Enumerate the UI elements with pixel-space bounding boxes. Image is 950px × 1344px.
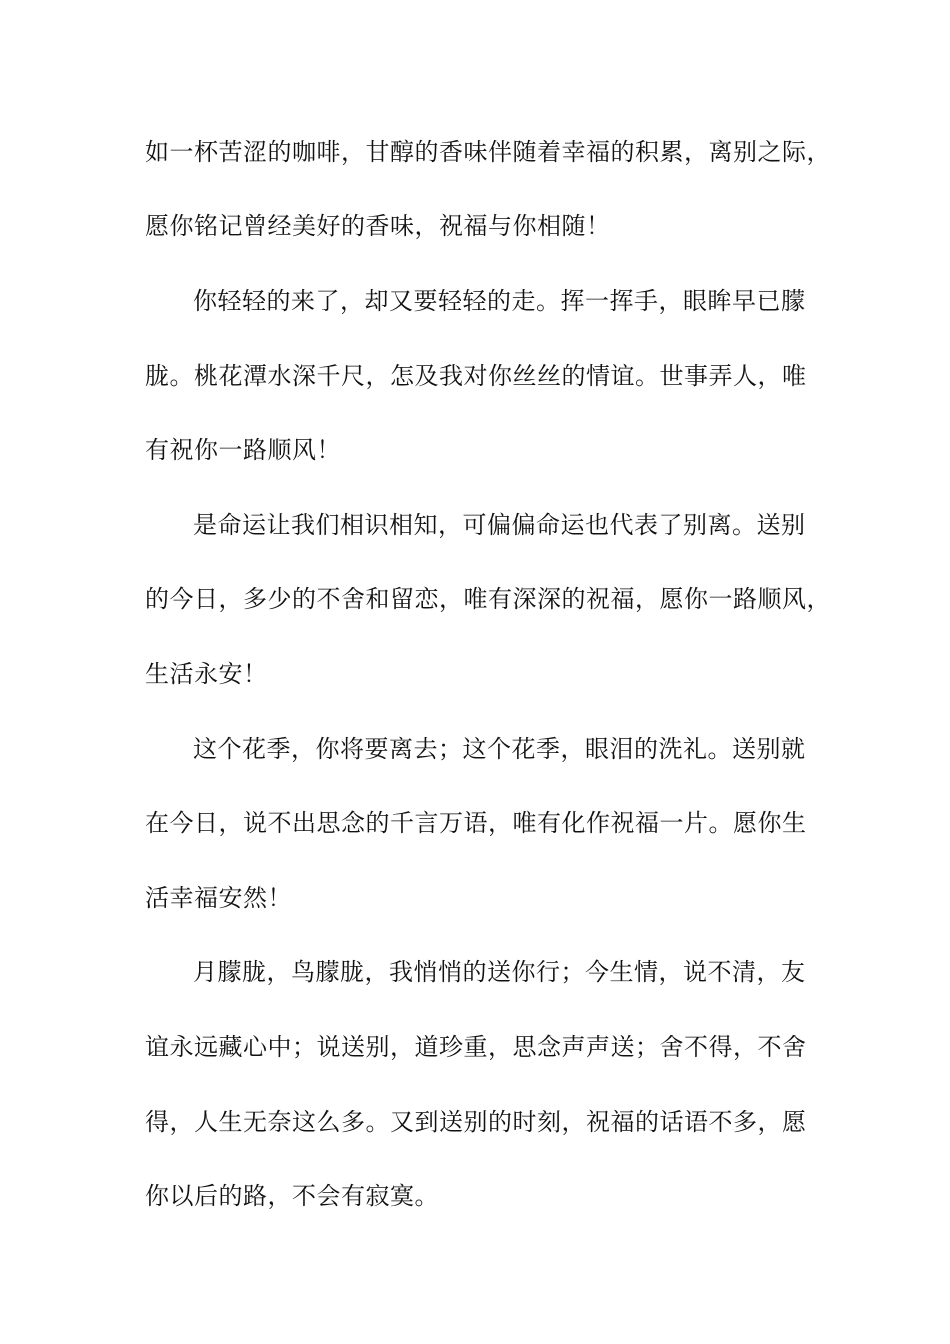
text-line: 有祝你一路顺风！	[145, 436, 341, 464]
text-line: 你以后的路，不会有寂寞。	[145, 1182, 439, 1210]
text-line: 在今日，说不出思念的千言万语，唯有化作祝福一片。愿你生	[145, 809, 807, 837]
text-line: 生活永安！	[145, 660, 268, 688]
text-line: 得，人生无奈这么多。又到送别的时刻，祝福的话语不多，愿	[145, 1108, 807, 1136]
text-line: 如一杯苦涩的咖啡，甘醇的香味伴随着幸福的积累，离别之际，	[145, 138, 831, 166]
text-line: 愿你铭记曾经美好的香味，祝福与你相随！	[145, 212, 611, 240]
text-line: 谊永远藏心中；说送别，道珍重，思念声声送；舍不得，不舍	[145, 1033, 807, 1061]
paragraph-first-line: 这个花季，你将要离去；这个花季，眼泪的洗礼。送别就	[193, 735, 806, 763]
text-line: 胧。桃花潭水深千尺，怎及我对你丝丝的情谊。世事弄人，唯	[145, 362, 807, 390]
text-line: 活幸福安然！	[145, 884, 292, 912]
text-line: 的今日，多少的不舍和留恋，唯有深深的祝福，愿你一路顺风，	[145, 585, 831, 613]
paragraph-first-line: 你轻轻的来了，却又要轻轻的走。挥一挥手，眼眸早已朦	[193, 287, 806, 315]
paragraph-first-line: 是命运让我们相识相知，可偏偏命运也代表了别离。送别	[193, 511, 806, 539]
paragraph-first-line: 月朦胧，鸟朦胧，我悄悄的送你行；今生情，说不清，友	[193, 958, 806, 986]
